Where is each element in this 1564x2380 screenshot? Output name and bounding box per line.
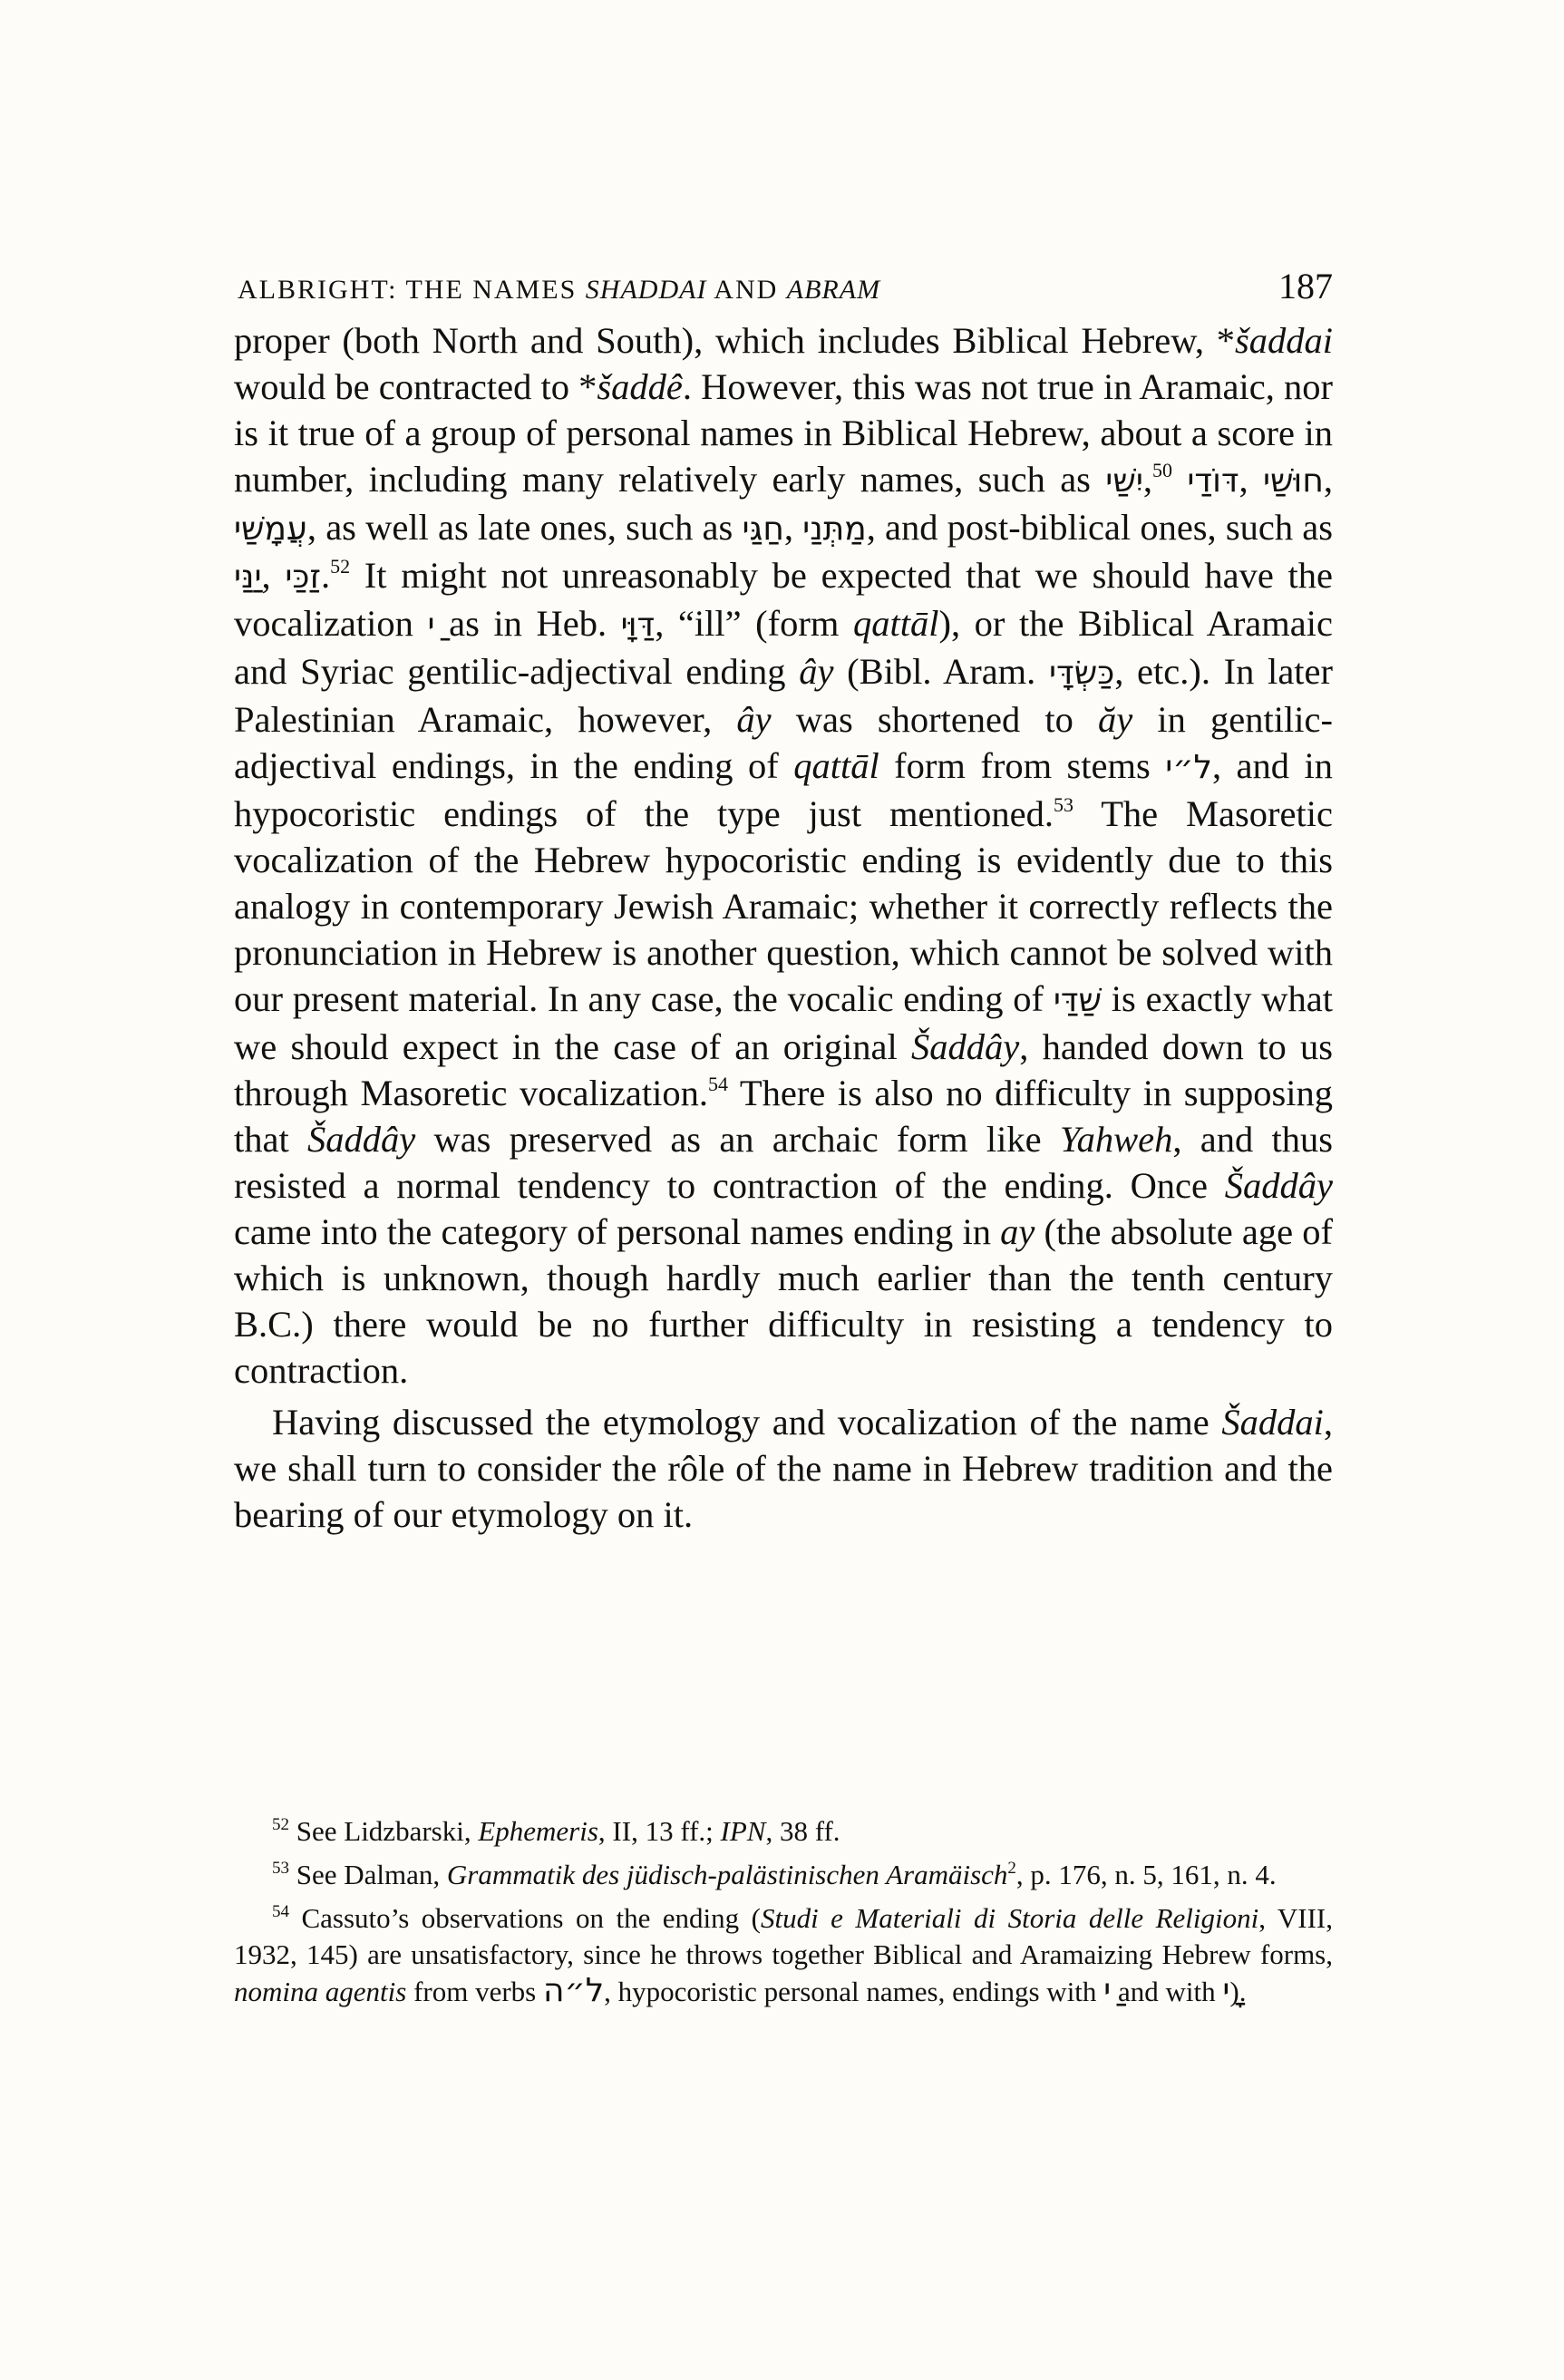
footnote-52: $^{52}$ See Lidzbarski, Ephemeris, II, 13 ff.; IPN, 38 ff. — [272, 1815, 840, 1847]
running-title: ALBRIGHT: THE NAMES SHADDAI AND ABRAM — [238, 275, 881, 305]
footnote-ref-53: 53 — [1054, 793, 1074, 816]
hebrew-word: כַּשְׂדָּי — [1048, 655, 1115, 692]
running-head — [238, 265, 1333, 310]
hebrew-word: עֲמָשַׁי — [234, 510, 307, 548]
hebrew-word: ָי — [1222, 1972, 1230, 2009]
hebrew-word: דַּוָּי — [620, 607, 656, 644]
hebrew-word: ַי — [1103, 1972, 1112, 2009]
footnote-ref-52: 52 — [330, 555, 351, 578]
hebrew-word: זַכַּי — [285, 559, 321, 596]
paragraph-2: Having discussed the etymology and vocalization of the name Šaddai, we shall turn to consider the rôle of the name in Hebrew tradition and the bearing of our etymology on it. — [234, 1402, 1333, 1535]
hebrew-word: ל״י — [1165, 749, 1212, 786]
hebrew-word: ל״ה — [542, 1972, 605, 2009]
hebrew-word: דּוֹדַי — [1187, 462, 1239, 500]
hebrew-word: מַתְּנַי — [802, 510, 867, 548]
hebrew-word: יַנַּי — [234, 559, 262, 596]
footnotes — [234, 1813, 1333, 2017]
page-number: 187 — [1278, 266, 1333, 306]
footnote-ref-50: 50 — [1152, 459, 1173, 481]
hebrew-word: יִשַׁי — [1105, 462, 1143, 500]
hebrew-word: שַׁדַּי — [1053, 982, 1103, 1019]
hebrew-word: חַגַּי — [742, 510, 784, 548]
footnote-54: $^{54}$ Cassuto’s observations on the ending (Studi e Materiali di Storia delle Religioni, VIII, 1932, 145) are unsatisfactory, since he throws together Biblical and Aramaizing Hebrew forms, nomina agentis from verbs ל״ה, hypocoristic personal names, endings with ַי and with ָי). — [234, 1902, 1333, 2009]
footnote-ref-54: 54 — [708, 1073, 729, 1095]
body-text — [234, 317, 1333, 1538]
paragraph-1: proper (both North and South), which includes Biblical Hebrew, *šaddai would be contracted to *šaddê. However, this was not true in Aramaic, nor is it true of a group of personal names in Biblical Hebrew, about a score in number, including many relatively early names, such as יִשַׁי,$^{50}$ דּוֹדַי, חוּשַׁי, עֲמָשַׁי, as well as late ones, such as חַגַּי, מַתְּנַי, and post-biblical ones, such as יַנַּי, זַכַּי.$^{52}$ It might not unreasonably be expected that we should have the vocalization ַי as in Heb. דַּוָּי, “ill” (form qattāl), or the Biblical Aramaic and Syriac gentilic-adjectival ending ây (Bibl. Aram. כַּשְׂדָּי, etc.). In later Palestinian Aramaic, however, ây was shortened to ăy in gentilic-adjectival endings, in the ending of qattāl form from stems ל״י, and in hypocoristic endings of the type just mentioned.$^{53}$ The Masoretic vocalization of the Hebrew hypocoristic ending is evidently due to this analogy in contemporary Jewish Aramaic; whether it correctly reflects the pronunciation in Hebrew is another question, which cannot be solved with our present material. In any case, the vocalic ending of שַׁדַּי is exactly what we should expect in the case of an original Šaddây, handed down to us through Masoretic vocalization.$^{54}$ There is also no difficulty in supposing that Šaddây was preserved as an archaic form like Yahweh, and thus resisted a normal tendency to contraction of the ending. Once Šaddây came into the category of personal names ending in ay (the absolute age of which is unknown, though hardly much earlier than the tenth century B.C.) there would be no further difficulty in resisting a tendency to contraction. — [234, 320, 1334, 1391]
footnote-53: $^{53}$ See Dalman, Grammatik des jüdisch-palästinischen Aramäisch$^2$, p. 176, n. 5, 161, n. 4. — [272, 1859, 1277, 1890]
hebrew-word: חוּשַׁי — [1263, 462, 1324, 500]
hebrew-word: ַי — [427, 607, 435, 644]
